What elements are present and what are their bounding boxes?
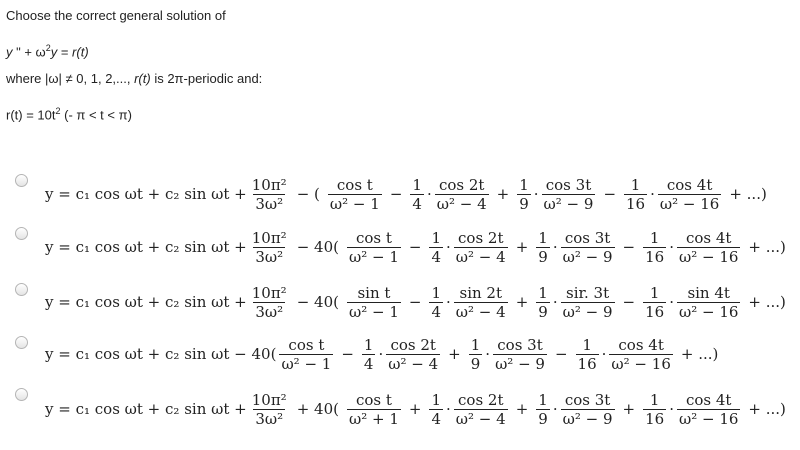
term-fraction [561,284,615,321]
term-coefficient-numerator: 1 [538,390,548,409]
term-fraction [328,176,382,213]
term-coefficient [643,229,666,266]
term-coefficient-numerator: 1 [538,283,548,302]
term-fraction-denominator: ω² − 4 [455,409,506,428]
term-fraction-numerator: sin 4t [687,283,730,302]
multiply-dot: · [552,400,558,418]
series-tail: + ...) [748,400,786,418]
ode-sup: 2 [45,43,51,53]
term-fraction [677,391,740,428]
term-operator: + [408,400,422,418]
term-fraction-numerator: sin t [357,283,391,302]
term-coefficient [536,391,550,428]
term-fraction-denominator: ω² − 4 [388,354,439,373]
term-fraction [347,284,401,321]
term-fraction-denominator: ω² − 16 [611,354,671,373]
option-equation-2 [45,224,791,270]
multiply-dot: · [446,293,451,311]
term-coefficient [469,336,483,373]
term-coefficient-numerator: 1 [412,175,422,194]
term-coefficient-denominator: 4 [363,354,374,373]
coefficient-fraction-numerator: 10π² [251,228,287,247]
term-fraction [454,391,508,428]
where-suffix: is 2π-periodic and: [150,71,263,86]
term-operator: − [341,345,354,363]
multiply-dot: · [446,238,451,256]
term-coefficient-denominator: 16 [577,354,597,373]
ode-rest: " + ω [12,44,46,60]
option-equation-3 [45,279,791,325]
series-tail: + ...) [680,345,719,363]
where-prefix: where |ω| ≠ 0, 1, 2,..., [6,71,135,86]
term-coefficient [624,176,647,213]
term-fraction [493,336,547,373]
series-tail: + ...) [748,293,786,311]
where-r: r(t) [134,71,151,86]
bracket-open: − 40( [296,293,339,311]
term-operator: − [389,185,403,203]
term-coefficient-numerator: 1 [649,283,660,302]
term-coefficient-denominator: 4 [431,302,442,321]
term-operator: + [496,185,510,203]
term-fraction-numerator: cos 3t [545,175,592,194]
multiply-dot: · [669,238,674,256]
multiply-dot: · [426,185,432,203]
term-fraction [677,229,740,266]
ode-y2: y [50,44,58,60]
term-coefficient-denominator: 9 [519,194,529,213]
term-fraction-numerator: cos t [355,228,392,247]
term-fraction-denominator: ω² − 16 [659,194,720,213]
bracket-open: + 40( [296,400,339,418]
ode-y: y [6,44,13,60]
term-fraction-numerator: cos 4t [685,390,732,409]
term-fraction [435,176,489,213]
option-radio-5[interactable] [15,388,28,401]
term-operator: + [622,400,636,418]
term-operator: + [448,345,461,363]
term-coefficient [429,391,443,428]
term-fraction-numerator: cos 4t [685,228,732,247]
term-fraction-numerator: cos 2t [438,175,485,194]
equation-lead: y = c₁ cos ωt + c₂ sin ωt + [45,293,247,311]
term-coefficient-numerator: 1 [519,175,529,194]
term-coefficient-numerator: 1 [431,228,442,247]
term-fraction-numerator: sin 2t [459,283,502,302]
term-coefficient [643,391,666,428]
term-coefficient-denominator: 9 [538,247,548,266]
term-coefficient [536,284,550,321]
term-coefficient-numerator: 1 [431,390,442,409]
term-coefficient-numerator: 1 [538,228,548,247]
term-fraction [677,284,740,321]
term-coefficient [410,176,424,213]
term-coefficient-denominator: 16 [626,194,646,213]
equation-lead: y = c₁ cos ωt + c₂ sin ωt + [45,185,247,203]
term-fraction-numerator: cos 4t [666,175,713,194]
coefficient-fraction [250,176,289,213]
term-coefficient [429,229,443,266]
term-coefficient-numerator: 1 [470,335,481,354]
multiply-dot: · [533,185,539,203]
coefficient-fraction-denominator: 3ω² [255,194,284,213]
term-fraction [561,391,615,428]
term-fraction-numerator: sir. 3t [566,283,610,302]
term-coefficient-denominator: 4 [431,247,442,266]
multiply-dot: · [485,345,491,363]
term-operator: + [515,400,529,418]
term-fraction-denominator: ω² − 1 [348,247,399,266]
term-coefficient-numerator: 1 [649,228,660,247]
term-coefficient-denominator: 9 [538,302,548,321]
ode-r: r(t) [72,44,89,60]
r-def-lhs: r(t) = 10t [6,107,56,123]
equation-lead: y = c₁ cos ωt + c₂ sin ωt + [45,400,247,418]
term-coefficient [429,284,443,321]
term-coefficient-numerator: 1 [630,175,641,194]
equation-lead: y = c₁ cos ωt + c₂ sin ωt − 40( [45,345,277,363]
term-coefficient-denominator: 16 [645,302,665,321]
multiply-dot: · [650,185,655,203]
term-coefficient-denominator: 9 [470,354,481,373]
term-coefficient-numerator: 1 [582,335,592,354]
term-fraction-numerator: cos 3t [497,335,543,354]
term-fraction-numerator: cos t [288,335,325,354]
term-fraction-denominator: ω² − 16 [678,409,739,428]
bracket-open: − 40( [296,238,339,256]
term-fraction-denominator: ω² − 9 [543,194,594,213]
option-equation-1 [45,171,772,217]
term-fraction-denominator: ω² − 9 [562,409,613,428]
term-coefficient-denominator: 16 [645,247,665,266]
multiply-dot: · [601,345,607,363]
option-radio-1[interactable] [15,174,28,187]
term-operator: + [515,238,529,256]
term-coefficient-denominator: 9 [538,409,548,428]
term-fraction [454,284,508,321]
term-coefficient-denominator: 4 [412,194,422,213]
term-fraction-numerator: cos 2t [390,335,436,354]
term-fraction-denominator: ω² + 1 [348,409,399,428]
term-coefficient-numerator: 1 [649,390,660,409]
multiply-dot: · [378,345,384,363]
ode-statement [6,40,89,60]
multiply-dot: · [552,293,558,311]
term-operator: − [622,238,636,256]
term-coefficient-numerator: 1 [363,335,374,354]
option-equation-5 [45,386,791,432]
option-radio-3[interactable] [15,283,28,296]
option-equation-4 [45,331,723,377]
term-coefficient [517,176,531,213]
term-coefficient-numerator: 1 [431,283,442,302]
coefficient-fraction-denominator: 3ω² [255,409,284,428]
term-coefficient-denominator: 4 [431,409,442,428]
term-fraction-numerator: cos 2t [458,228,504,247]
term-fraction [386,336,440,373]
term-fraction [542,176,596,213]
coefficient-fraction-numerator: 10π² [251,390,287,409]
term-fraction-denominator: ω² − 9 [495,354,545,373]
term-fraction-numerator: cos 2t [458,390,504,409]
term-fraction-denominator: ω² − 9 [562,302,613,321]
term-fraction [347,229,401,266]
multiply-dot: · [669,400,674,418]
term-operator: − [554,345,568,363]
term-fraction-numerator: cos t [336,175,373,194]
multiply-dot: · [669,293,674,311]
term-fraction [658,176,721,213]
term-coefficient [576,336,599,373]
coefficient-fraction-numerator: 10π² [251,283,287,302]
coefficient-fraction [250,229,289,266]
multiply-dot: · [552,238,558,256]
term-fraction-denominator: ω² − 4 [455,247,506,266]
term-fraction-numerator: cos 4t [618,335,664,354]
term-operator: + [515,293,529,311]
term-coefficient [362,336,376,373]
option-radio-2[interactable] [15,227,28,240]
term-fraction-denominator: ω² − 16 [678,302,739,321]
series-tail: + ...) [729,185,767,203]
term-operator: − [603,185,617,203]
coefficient-fraction [250,391,289,428]
series-tail: + ...) [748,238,786,256]
term-operator: − [622,293,636,311]
coefficient-fraction [250,284,289,321]
term-coefficient [643,284,666,321]
term-fraction-denominator: ω² − 1 [348,302,399,321]
term-fraction-numerator: cos 3t [564,228,611,247]
term-fraction-denominator: ω² − 1 [281,354,332,373]
r-definition [6,103,132,123]
equation-lead: y = c₁ cos ωt + c₂ sin ωt + [45,238,247,256]
where-statement [6,71,262,87]
option-radio-4[interactable] [15,336,28,349]
term-fraction-denominator: ω² − 4 [455,302,506,321]
term-fraction-numerator: cos 3t [564,390,611,409]
bracket-open: − ( [296,185,320,203]
coefficient-fraction-denominator: 3ω² [255,247,284,266]
term-fraction-numerator: cos t [355,390,392,409]
term-operator: − [408,238,422,256]
term-coefficient-denominator: 16 [645,409,665,428]
term-fraction [454,229,508,266]
question-prompt: Choose the correct general solution of [6,8,226,23]
term-fraction [561,229,615,266]
coefficient-fraction-numerator: 10π² [251,175,287,194]
term-fraction [279,336,333,373]
term-fraction-denominator: ω² − 1 [329,194,380,213]
coefficient-fraction-denominator: 3ω² [255,302,284,321]
multiply-dot: · [446,400,451,418]
term-fraction [609,336,672,373]
r-def-sup: 2 [55,106,61,116]
term-fraction-denominator: ω² − 16 [678,247,739,266]
term-fraction-denominator: ω² − 4 [436,194,487,213]
term-fraction-denominator: ω² − 9 [562,247,613,266]
ode-eq: = [57,44,73,60]
term-fraction [347,391,401,428]
term-coefficient [536,229,550,266]
term-operator: − [408,293,422,311]
r-def-rhs: (- π < t < π) [60,107,132,123]
